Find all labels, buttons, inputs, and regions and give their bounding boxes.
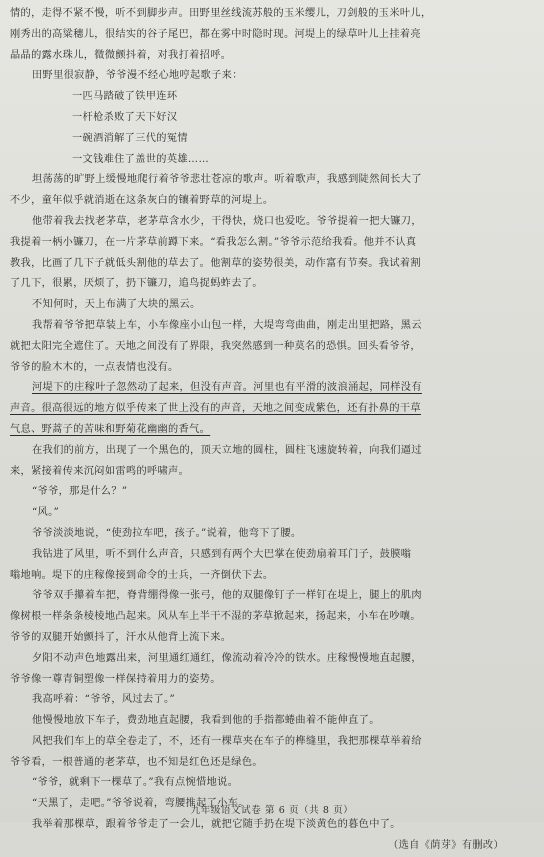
text-line: 嗡地响。堤下的庄稼像接到命令的士兵，一齐倒伏下去。 bbox=[10, 569, 274, 581]
text-line: 了几下，很累，厌烦了，扔下镰刀，追鸟捉蚂蚱去了。 bbox=[10, 278, 263, 290]
paragraph-line: 爷爷淡淡地说，“使劲拉车吧，孩子。”说着，他弯下了腰。 bbox=[32, 527, 302, 539]
text-line: 爷爷的脸木木的，一点表情也没有。 bbox=[10, 361, 179, 373]
paragraph-line: 我举着那棵草，跟着爷爷走了一会儿，就把它随手扔在堤下淡黄色的暮色中了。 bbox=[32, 819, 401, 831]
paragraph-line: 在我们的前方，出现了一个黑色的，顶天立地的圆柱，圆柱飞速旋转着，向我们逼过 bbox=[32, 444, 422, 456]
text-line: 就把太阳完全遮住了。天地之间没有了界限，我突然感到一种莫名的恐惧。回头看爷爷， bbox=[10, 340, 421, 352]
poem-line: 一文钱难住了盖世的英雄…… bbox=[72, 153, 209, 165]
poem-line: 一碗酒消解了三代的冤情 bbox=[72, 132, 188, 144]
paragraph-line: 我高呼着：“爷爷，风过去了。” bbox=[32, 694, 176, 706]
underlined-text: 气息、野蒿子的苦味和野菊花幽幽的香气。 bbox=[10, 423, 211, 435]
source-citation: （选自《荫芽》有删改） bbox=[388, 839, 504, 851]
paragraph-line: 他带着我去找老茅草，老茅草含水少，干得快，烧口也爱吃。爷爷提着一把大镰刀， bbox=[32, 215, 422, 227]
underlined-paragraph-line bbox=[10, 378, 532, 399]
text-line: 晶晶的露水珠儿，微微颤抖着，对我打着招呼。 bbox=[10, 49, 232, 61]
poem-line: 一杆枪杀败了天下好汉 bbox=[72, 111, 178, 123]
underlined-text: 声音。很高很远的地方似乎传来了世上没有的声音，天地之间变成紫色，还有扑鼻的干草 bbox=[10, 403, 421, 415]
text-line: 爷爷的双腿开始颤抖了，汗水从他背上流下来。 bbox=[10, 631, 232, 643]
paragraph-line: 夕阳不动声色地露出来，河里通红通红，像流动着冷冷的铁水。庄稼慢慢地直起腰， bbox=[32, 652, 422, 664]
dialogue-line: “爷爷，就剩下一棵草了。”我有点惋惜地说。 bbox=[32, 777, 239, 789]
paragraph-line: 他慢慢地放下车子，费劲地直起腰，我看到他的手指都蜷曲着不能伸直了。 bbox=[32, 715, 380, 727]
text-line: 刚秀出的高粱穗儿，很结实的谷子尾巴，都在雾中时隐时现。河堤上的绿草叶儿上挂着亮 bbox=[10, 28, 421, 40]
underlined-text-line bbox=[10, 420, 532, 441]
dialogue-line: “爷爷，那是什么？” bbox=[32, 486, 128, 498]
text-line: 像树根一样条条棱棱地凸起来。风从车上半干不湿的茅草掀起来，扬起来，小车在吵嚷。 bbox=[10, 611, 421, 623]
paragraph-line: 我钻进了风里，听不到什么声音，只感到有两个大巴掌在使劲扇着耳门子，鼓膜嗡 bbox=[32, 548, 412, 560]
paragraph-line: 坦荡荡的旷野上缓慢地爬行着爷爷悲壮苍凉的歌声。听着歌声，我感到陡然间长大了 bbox=[32, 174, 422, 186]
underlined-text-line bbox=[10, 399, 532, 420]
page-footer: 九年级语文试卷 第 6 页（共 8 页） bbox=[190, 805, 354, 816]
paragraph-line: 风把我们车上的草全卷走了，不，还有一棵草夹在车子的榫缝里，我把那棵草举着给 bbox=[32, 735, 422, 747]
text-line: 情的，走得不紧不慢，听不到脚步声。田野里丝线流苏般的玉米缨儿，刀剑般的玉米叶儿， bbox=[10, 8, 432, 19]
poem-line: 一匹马踏破了铁甲连环 bbox=[72, 91, 178, 103]
text-line: 不少，童年似乎就消逝在这条灰白的镶着野草的河堤上。 bbox=[10, 195, 274, 207]
text-line: 来，紧接着传来沉闷如雷鸣的呼啸声。 bbox=[10, 465, 190, 477]
paragraph-line: 爷爷双手攥着车把，脊背绷得像一张弓，他的双腿像钉子一样钉在堤上，腿上的肌肉 bbox=[32, 590, 422, 602]
underlined-text: 河堤下的庄稼叶子忽然动了起来，但没有声音。河里也有平滑的波浪涌起，同样没有 bbox=[32, 382, 422, 394]
paragraph-line: 不知何时，天上布满了大块的黑云。 bbox=[32, 299, 201, 311]
dialogue-line: “天黑了，走吧。”爷爷说着，弯腰推起了小车。 bbox=[32, 798, 249, 810]
text-line: 爷爷看，一根普通的老茅草，也不知是红色还是绿色。 bbox=[10, 756, 263, 768]
dialogue-line: “风。” bbox=[32, 507, 60, 519]
paragraph-line: 田野里很寂静，爷爷漫不经心地哼起歌子来： bbox=[32, 70, 243, 82]
paragraph-line: 我帮着爷爷把草装上车，小车像座小山包一样，大堤弯弯曲曲，刚走出里把路，黑云 bbox=[32, 319, 422, 331]
text-line: 我提着一柄小镰刀，在一片茅草前蹲下来。“看我怎么割。”爷爷示范给我看。他并不认真 bbox=[10, 236, 417, 248]
text-line: 爷爷像一尊青铜塑像一样保持着用力的姿势。 bbox=[10, 673, 221, 685]
text-line: 教我，比画了几下子就低头割他的草去了。他割草的姿势很美，动作富有节奏。我试着割 bbox=[10, 257, 421, 269]
